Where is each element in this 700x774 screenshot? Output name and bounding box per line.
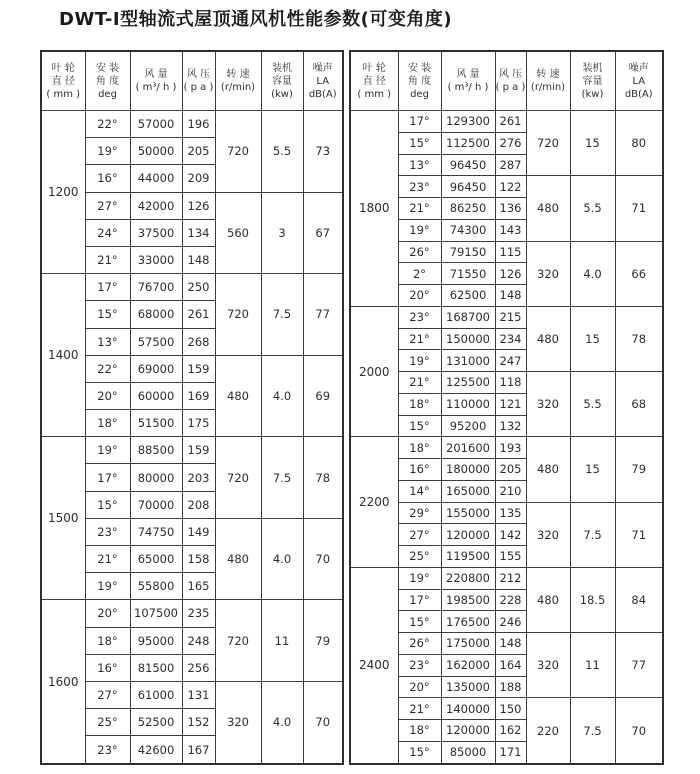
angle-cell: 16°: [398, 459, 441, 481]
table-row: [350, 437, 663, 459]
noise-cell: 71: [615, 502, 663, 567]
table-row: [41, 192, 343, 219]
noise-cell: 68: [615, 372, 663, 437]
angle-cell: 20°: [85, 382, 130, 409]
table-row: [41, 111, 343, 138]
air-volume-cell: 140000: [441, 698, 495, 720]
air-pressure-cell: 118: [495, 372, 526, 394]
air-volume-cell: 175000: [441, 633, 495, 655]
air-volume-cell: 155000: [441, 502, 495, 524]
angle-cell: 20°: [398, 285, 441, 307]
air-pressure-cell: 212: [495, 567, 526, 589]
table-row: [350, 111, 663, 133]
air-volume-cell: 180000: [441, 459, 495, 481]
capacity-cell: 7.5: [261, 274, 303, 356]
air-volume-cell: 76700: [130, 274, 182, 301]
angle-cell: 19°: [398, 350, 441, 372]
column-header-angle: 安 装 角 度 deg: [85, 51, 130, 111]
angle-cell: 22°: [85, 355, 130, 382]
air-pressure-cell: 148: [495, 285, 526, 307]
air-pressure-cell: 196: [182, 111, 215, 138]
air-pressure-cell: 148: [495, 633, 526, 655]
air-volume-cell: 57500: [130, 328, 182, 355]
air-volume-cell: 131000: [441, 350, 495, 372]
capacity-cell: 5.5: [261, 111, 303, 193]
column-header-speed: 转 速 (r/min): [526, 51, 570, 111]
diameter-cell: 1600: [41, 600, 85, 764]
table-row: [350, 567, 663, 589]
air-volume-cell: 62500: [441, 285, 495, 307]
spec-table-right: [349, 50, 664, 765]
air-volume-cell: 150000: [441, 328, 495, 350]
air-volume-cell: 50000: [130, 138, 182, 165]
angle-cell: 25°: [85, 709, 130, 736]
diameter-cell: 1200: [41, 111, 85, 274]
air-pressure-cell: 169: [182, 382, 215, 409]
air-volume-cell: 88500: [130, 437, 182, 464]
angle-cell: 15°: [398, 132, 441, 154]
air-pressure-cell: 143: [495, 219, 526, 241]
column-header-angle: 安 装 角 度 deg: [398, 51, 441, 111]
air-pressure-cell: 209: [182, 165, 215, 192]
angle-cell: 13°: [398, 154, 441, 176]
table-row: [41, 600, 343, 627]
noise-cell: 79: [615, 437, 663, 502]
angle-cell: 21°: [398, 198, 441, 220]
angle-cell: 18°: [398, 393, 441, 415]
header-row: [350, 51, 663, 111]
air-volume-cell: 52500: [130, 709, 182, 736]
angle-cell: 18°: [398, 720, 441, 742]
air-pressure-cell: 246: [495, 611, 526, 633]
angle-cell: 19°: [398, 567, 441, 589]
air-pressure-cell: 134: [182, 219, 215, 246]
angle-cell: 20°: [398, 676, 441, 698]
air-volume-cell: 65000: [130, 546, 182, 573]
air-pressure-cell: 150: [495, 698, 526, 720]
page-title: DWT-I型轴流式屋顶通风机性能参数(可变角度): [59, 9, 453, 30]
air-volume-cell: 176500: [441, 611, 495, 633]
air-pressure-cell: 132: [495, 415, 526, 437]
angle-cell: 23°: [398, 654, 441, 676]
tables-container: [40, 50, 664, 765]
noise-cell: 77: [303, 274, 343, 356]
capacity-cell: 7.5: [570, 698, 615, 764]
capacity-cell: 15: [570, 306, 615, 371]
air-pressure-cell: 256: [182, 654, 215, 681]
air-pressure-cell: 205: [182, 138, 215, 165]
air-volume-cell: 42000: [130, 192, 182, 219]
angle-cell: 17°: [85, 274, 130, 301]
angle-cell: 18°: [85, 410, 130, 437]
air-volume-cell: 107500: [130, 600, 182, 627]
diameter-cell: 1400: [41, 274, 85, 437]
air-pressure-cell: 148: [182, 246, 215, 273]
capacity-cell: 7.5: [570, 502, 615, 567]
air-volume-cell: 60000: [130, 382, 182, 409]
angle-cell: 15°: [85, 301, 130, 328]
angle-cell: 18°: [398, 437, 441, 459]
air-volume-cell: 198500: [441, 589, 495, 611]
noise-cell: 69: [303, 355, 343, 437]
diameter-cell: 1800: [350, 111, 398, 307]
speed-cell: 720: [215, 437, 261, 519]
air-pressure-cell: 121: [495, 393, 526, 415]
air-volume-cell: 79150: [441, 241, 495, 263]
noise-cell: 73: [303, 111, 343, 193]
air-pressure-cell: 165: [182, 573, 215, 600]
angle-cell: 16°: [85, 654, 130, 681]
air-volume-cell: 112500: [441, 132, 495, 154]
air-pressure-cell: 235: [182, 600, 215, 627]
air-pressure-cell: 248: [182, 627, 215, 654]
table-row: [41, 437, 343, 464]
capacity-cell: 11: [261, 600, 303, 682]
air-pressure-cell: 188: [495, 676, 526, 698]
angle-cell: 15°: [398, 415, 441, 437]
air-pressure-cell: 136: [495, 198, 526, 220]
speed-cell: 720: [215, 600, 261, 682]
angle-cell: 26°: [398, 633, 441, 655]
column-header-speed: 转 速 (r/min): [215, 51, 261, 111]
angle-cell: 27°: [85, 192, 130, 219]
air-volume-cell: 201600: [441, 437, 495, 459]
angle-cell: 16°: [85, 165, 130, 192]
air-volume-cell: 120000: [441, 524, 495, 546]
noise-cell: 80: [615, 111, 663, 176]
noise-cell: 79: [303, 600, 343, 682]
column-header-air-volume: 风 量 ( m³/ h ): [130, 51, 182, 111]
air-pressure-cell: 164: [495, 654, 526, 676]
speed-cell: 480: [526, 176, 570, 241]
capacity-cell: 4.0: [261, 518, 303, 600]
air-pressure-cell: 122: [495, 176, 526, 198]
speed-cell: 320: [526, 502, 570, 567]
angle-cell: 19°: [398, 219, 441, 241]
capacity-cell: 4.0: [261, 681, 303, 764]
speed-cell: 480: [215, 518, 261, 600]
speed-cell: 720: [526, 111, 570, 176]
table-row: [41, 274, 343, 301]
air-pressure-cell: 131: [182, 681, 215, 708]
angle-cell: 17°: [398, 111, 441, 133]
air-volume-cell: 125500: [441, 372, 495, 394]
angle-cell: 15°: [85, 491, 130, 518]
speed-cell: 480: [526, 437, 570, 502]
air-volume-cell: 129300: [441, 111, 495, 133]
angle-cell: 17°: [85, 464, 130, 491]
angle-cell: 25°: [398, 546, 441, 568]
air-pressure-cell: 159: [182, 437, 215, 464]
spec-table-left: [40, 50, 344, 765]
angle-cell: 21°: [85, 246, 130, 273]
air-pressure-cell: 159: [182, 355, 215, 382]
air-pressure-cell: 276: [495, 132, 526, 154]
column-header-noise: 噪声 LA dB(A): [615, 51, 663, 111]
table-row: [350, 306, 663, 328]
air-pressure-cell: 126: [495, 263, 526, 285]
angle-cell: 2°: [398, 263, 441, 285]
capacity-cell: 11: [570, 633, 615, 698]
air-volume-cell: 135000: [441, 676, 495, 698]
air-volume-cell: 68000: [130, 301, 182, 328]
capacity-cell: 4.0: [570, 241, 615, 306]
angle-cell: 19°: [85, 138, 130, 165]
air-volume-cell: 80000: [130, 464, 182, 491]
angle-cell: 19°: [85, 437, 130, 464]
angle-cell: 23°: [85, 736, 130, 764]
capacity-cell: 7.5: [261, 437, 303, 519]
air-volume-cell: 69000: [130, 355, 182, 382]
angle-cell: 21°: [398, 698, 441, 720]
noise-cell: 67: [303, 192, 343, 274]
speed-cell: 560: [215, 192, 261, 274]
air-volume-cell: 86250: [441, 198, 495, 220]
speed-cell: 720: [215, 274, 261, 356]
air-volume-cell: 119500: [441, 546, 495, 568]
diameter-cell: 1500: [41, 437, 85, 600]
air-pressure-cell: 203: [182, 464, 215, 491]
air-volume-cell: 96450: [441, 176, 495, 198]
air-pressure-cell: 193: [495, 437, 526, 459]
angle-cell: 13°: [85, 328, 130, 355]
air-volume-cell: 74750: [130, 518, 182, 545]
speed-cell: 320: [526, 633, 570, 698]
air-volume-cell: 37500: [130, 219, 182, 246]
angle-cell: 26°: [398, 241, 441, 263]
air-pressure-cell: 142: [495, 524, 526, 546]
angle-cell: 21°: [398, 372, 441, 394]
speed-cell: 480: [526, 306, 570, 371]
air-pressure-cell: 287: [495, 154, 526, 176]
angle-cell: 22°: [85, 111, 130, 138]
capacity-cell: 5.5: [570, 176, 615, 241]
angle-cell: 21°: [85, 546, 130, 573]
air-pressure-cell: 167: [182, 736, 215, 764]
air-volume-cell: 165000: [441, 480, 495, 502]
angle-cell: 20°: [85, 600, 130, 627]
speed-cell: 320: [215, 681, 261, 764]
air-volume-cell: 85000: [441, 741, 495, 764]
air-volume-cell: 51500: [130, 410, 182, 437]
air-volume-cell: 162000: [441, 654, 495, 676]
air-volume-cell: 168700: [441, 306, 495, 328]
table-row: [41, 355, 343, 382]
air-volume-cell: 110000: [441, 393, 495, 415]
header-row: [41, 51, 343, 111]
angle-cell: 17°: [398, 589, 441, 611]
air-pressure-cell: 158: [182, 546, 215, 573]
angle-cell: 19°: [85, 573, 130, 600]
air-volume-cell: 120000: [441, 720, 495, 742]
air-pressure-cell: 208: [182, 491, 215, 518]
noise-cell: 84: [615, 567, 663, 632]
angle-cell: 23°: [398, 306, 441, 328]
air-pressure-cell: 152: [182, 709, 215, 736]
air-volume-cell: 70000: [130, 491, 182, 518]
column-header-air-pressure: 风 压 ( p a ): [495, 51, 526, 111]
angle-cell: 24°: [85, 219, 130, 246]
speed-cell: 220: [526, 698, 570, 764]
air-pressure-cell: 250: [182, 274, 215, 301]
noise-cell: 66: [615, 241, 663, 306]
air-volume-cell: 74300: [441, 219, 495, 241]
angle-cell: 29°: [398, 502, 441, 524]
angle-cell: 27°: [398, 524, 441, 546]
capacity-cell: 3: [261, 192, 303, 274]
air-pressure-cell: 234: [495, 328, 526, 350]
air-volume-cell: 81500: [130, 654, 182, 681]
air-pressure-cell: 126: [182, 192, 215, 219]
column-header-diameter: 叶 轮 直 径 ( mm ): [350, 51, 398, 111]
speed-cell: 480: [526, 567, 570, 632]
angle-cell: 23°: [85, 518, 130, 545]
speed-cell: 720: [215, 111, 261, 193]
noise-cell: 70: [303, 681, 343, 764]
air-volume-cell: 220800: [441, 567, 495, 589]
column-header-capacity: 装机 容量 (kw): [261, 51, 303, 111]
capacity-cell: 4.0: [261, 355, 303, 437]
noise-cell: 70: [615, 698, 663, 764]
angle-cell: 15°: [398, 611, 441, 633]
capacity-cell: 15: [570, 437, 615, 502]
noise-cell: 78: [303, 437, 343, 519]
column-header-diameter: 叶 轮 直 径 ( mm ): [41, 51, 85, 111]
capacity-cell: 15: [570, 111, 615, 176]
air-volume-cell: 96450: [441, 154, 495, 176]
air-volume-cell: 57000: [130, 111, 182, 138]
air-pressure-cell: 268: [182, 328, 215, 355]
noise-cell: 78: [615, 306, 663, 371]
air-pressure-cell: 205: [495, 459, 526, 481]
speed-cell: 480: [215, 355, 261, 437]
air-pressure-cell: 162: [495, 720, 526, 742]
angle-cell: 27°: [85, 681, 130, 708]
angle-cell: 21°: [398, 328, 441, 350]
noise-cell: 77: [615, 633, 663, 698]
diameter-cell: 2400: [350, 567, 398, 764]
table-row: [41, 518, 343, 545]
column-header-air-volume: 风 量 ( m³/ h ): [441, 51, 495, 111]
air-pressure-cell: 215: [495, 306, 526, 328]
air-pressure-cell: 135: [495, 502, 526, 524]
capacity-cell: 5.5: [570, 372, 615, 437]
table-row: [41, 681, 343, 708]
noise-cell: 70: [303, 518, 343, 600]
angle-cell: 14°: [398, 480, 441, 502]
air-pressure-cell: 175: [182, 410, 215, 437]
air-pressure-cell: 115: [495, 241, 526, 263]
air-volume-cell: 42600: [130, 736, 182, 764]
angle-cell: 15°: [398, 741, 441, 764]
column-header-capacity: 装机 容量 (kw): [570, 51, 615, 111]
air-volume-cell: 71550: [441, 263, 495, 285]
diameter-cell: 2200: [350, 437, 398, 568]
angle-cell: 18°: [85, 627, 130, 654]
air-pressure-cell: 210: [495, 480, 526, 502]
angle-cell: 23°: [398, 176, 441, 198]
air-volume-cell: 95200: [441, 415, 495, 437]
column-header-air-pressure: 风 压 ( p a ): [182, 51, 215, 111]
air-pressure-cell: 261: [495, 111, 526, 133]
air-pressure-cell: 261: [182, 301, 215, 328]
air-pressure-cell: 228: [495, 589, 526, 611]
air-pressure-cell: 247: [495, 350, 526, 372]
speed-cell: 320: [526, 372, 570, 437]
air-volume-cell: 44000: [130, 165, 182, 192]
air-pressure-cell: 155: [495, 546, 526, 568]
air-volume-cell: 55800: [130, 573, 182, 600]
noise-cell: 71: [615, 176, 663, 241]
capacity-cell: 18.5: [570, 567, 615, 632]
air-pressure-cell: 149: [182, 518, 215, 545]
column-header-noise: 噪声 LA dB(A): [303, 51, 343, 111]
diameter-cell: 2000: [350, 306, 398, 437]
air-volume-cell: 33000: [130, 246, 182, 273]
air-volume-cell: 61000: [130, 681, 182, 708]
air-pressure-cell: 171: [495, 741, 526, 764]
air-volume-cell: 95000: [130, 627, 182, 654]
speed-cell: 320: [526, 241, 570, 306]
